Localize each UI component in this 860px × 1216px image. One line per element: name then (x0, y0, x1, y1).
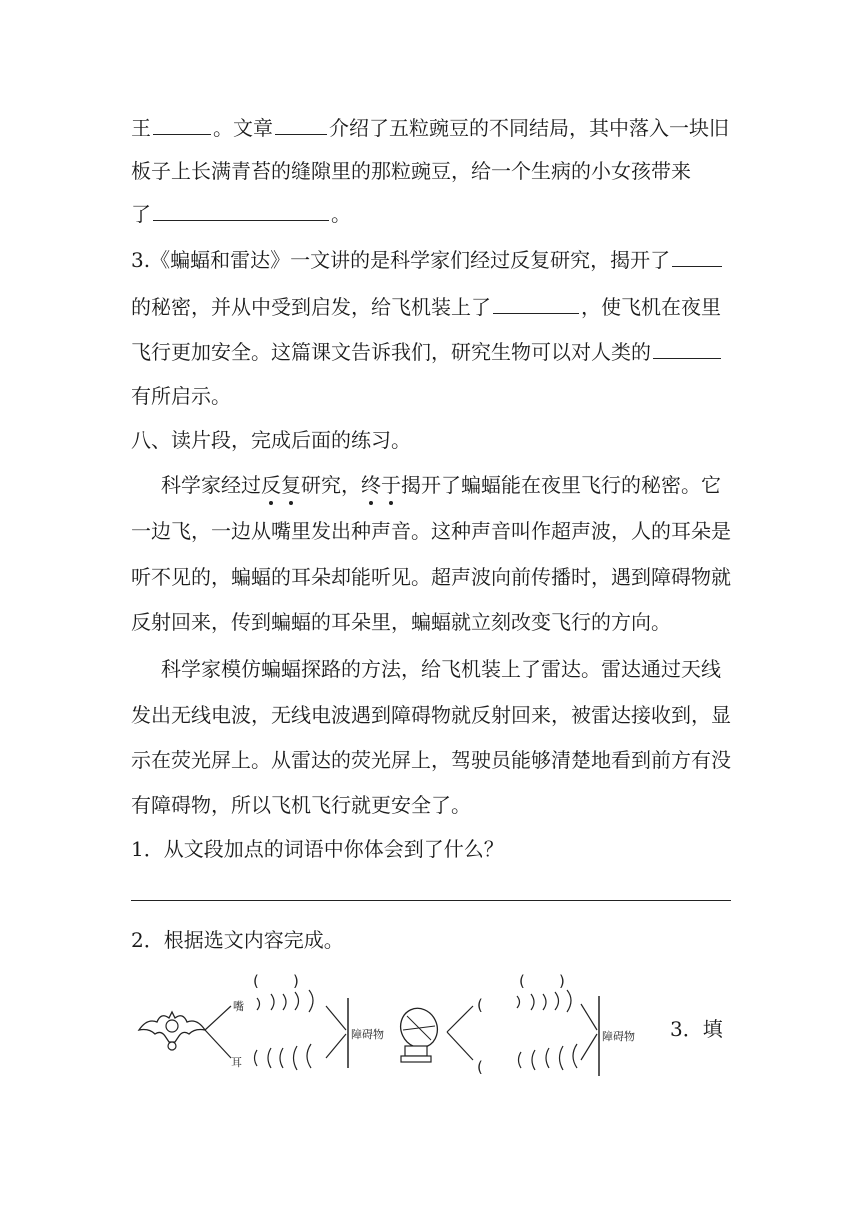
blank-paren-close[interactable]: ) (293, 972, 299, 990)
question-3-partial: 3．填 (670, 1017, 723, 1041)
blank-paren-open[interactable]: ( (253, 972, 259, 990)
text-line-7: 有所启示。 (131, 384, 231, 408)
text: 介绍了五粒豌豆的不同结局，其中落入一块旧 (329, 116, 729, 140)
text: 。文章 (213, 116, 273, 140)
text-line-5 (131, 292, 731, 322)
blank-paren-open[interactable]: ( (477, 1058, 483, 1076)
text: 飞行更加安全。这篇课文告诉我们，研究生物可以对人类的 (131, 340, 651, 364)
question-3 (131, 245, 731, 275)
arrow-line (581, 1034, 597, 1060)
blank-paren-close[interactable]: ) (559, 972, 565, 990)
arrow-line (447, 1032, 473, 1060)
answer-blank[interactable] (672, 248, 722, 267)
text: 科学家经过 (161, 473, 261, 497)
text: 的秘密，并从中受到启发，给飞机装上了 (131, 295, 491, 319)
text-line-2: 板子上长满青苔的缝隙里的那粒豌豆，给一个生病的小女孩带来 (131, 159, 691, 183)
ear-label: 耳 (231, 1056, 242, 1069)
passage-p2-line-1: 科学家模仿蝙蝠探路的方法，给飞机装上了雷达。雷达通过天线 (161, 657, 721, 681)
section-heading: 八、读片段，完成后面的练习。 (131, 428, 411, 452)
radar-dish-icon (394, 1002, 444, 1062)
blank-paren-open[interactable]: ( (519, 972, 525, 990)
answer-blank[interactable] (153, 202, 329, 221)
passage-p1-line-1 (161, 470, 761, 500)
answer-line[interactable] (131, 900, 731, 901)
dotted-char: 反 (261, 473, 281, 497)
text: 研究， (301, 473, 361, 497)
passage-p2-line-3: 示在荧光屏上。从雷达的荧光屏上，驾驶员能够清楚地看到前方有没 (131, 748, 731, 772)
question-1: 1．从文段加点的词语中你体会到了什么？ (131, 837, 504, 861)
bat-icon (139, 1012, 205, 1050)
text: ，使飞机在夜里 (581, 295, 721, 319)
text: 了 (131, 202, 151, 226)
answer-blank[interactable] (275, 116, 327, 135)
radio-waves-out (517, 990, 571, 1012)
passage-p1-line-3: 听不见的，蝙蝠的耳朵却能听见。超声波向前传播时，遇到障碍物就 (131, 565, 731, 589)
obstacle-label: 障碍物 (351, 1028, 384, 1041)
text: 3.《蝙蝠和雷达》一文讲的是科学家们经过反复研究，揭开了 (131, 248, 671, 272)
arrow-line (205, 1006, 231, 1030)
text: 揭开了蝙蝠能在夜里飞行的秘密。它 (401, 473, 721, 497)
arrow-line (205, 1030, 231, 1058)
passage-p2-line-4: 有障碍物，所以飞机飞行就更安全了。 (131, 793, 471, 817)
arrow-line (326, 1034, 346, 1058)
answer-blank[interactable] (153, 116, 211, 135)
blank-paren-open[interactable]: ( (477, 996, 483, 1014)
text: 。 (331, 202, 351, 226)
passage-p1-line-2: 一边飞，一边从嘴里发出种声音。这种声音叫作超声波，人的耳朵是 (131, 519, 731, 543)
text-line-1 (131, 113, 731, 143)
arrow-line (326, 1006, 346, 1030)
passage-p1-line-4: 反射回来，传到蝙蝠的耳朵里，蝙蝠就立刻改变飞行的方向。 (131, 610, 671, 634)
answer-blank[interactable] (653, 340, 721, 359)
text-line-3 (131, 199, 731, 229)
dotted-char: 于 (381, 473, 401, 497)
question-2: 2．根据选文内容完成。 (131, 928, 344, 952)
radio-waves-back (519, 1044, 578, 1070)
echo-diagram-svg (131, 968, 691, 1098)
dotted-char: 复 (281, 473, 301, 497)
arrow-line (447, 1006, 473, 1032)
sound-waves-out (257, 990, 313, 1012)
answer-blank[interactable] (493, 295, 579, 314)
obstacle-label: 障碍物 (602, 1030, 635, 1043)
passage-p2-line-2: 发出无线电波，无线电波遇到障碍物就反射回来，被雷达接收到，显 (131, 703, 731, 727)
sound-waves-back (255, 1044, 312, 1070)
dotted-char: 终 (361, 473, 381, 497)
text-line-6 (131, 337, 731, 367)
mouth-label: 嘴 (233, 1000, 244, 1013)
arrow-line (581, 1004, 597, 1030)
text: 王 (131, 116, 151, 140)
echo-diagram (131, 968, 731, 1098)
